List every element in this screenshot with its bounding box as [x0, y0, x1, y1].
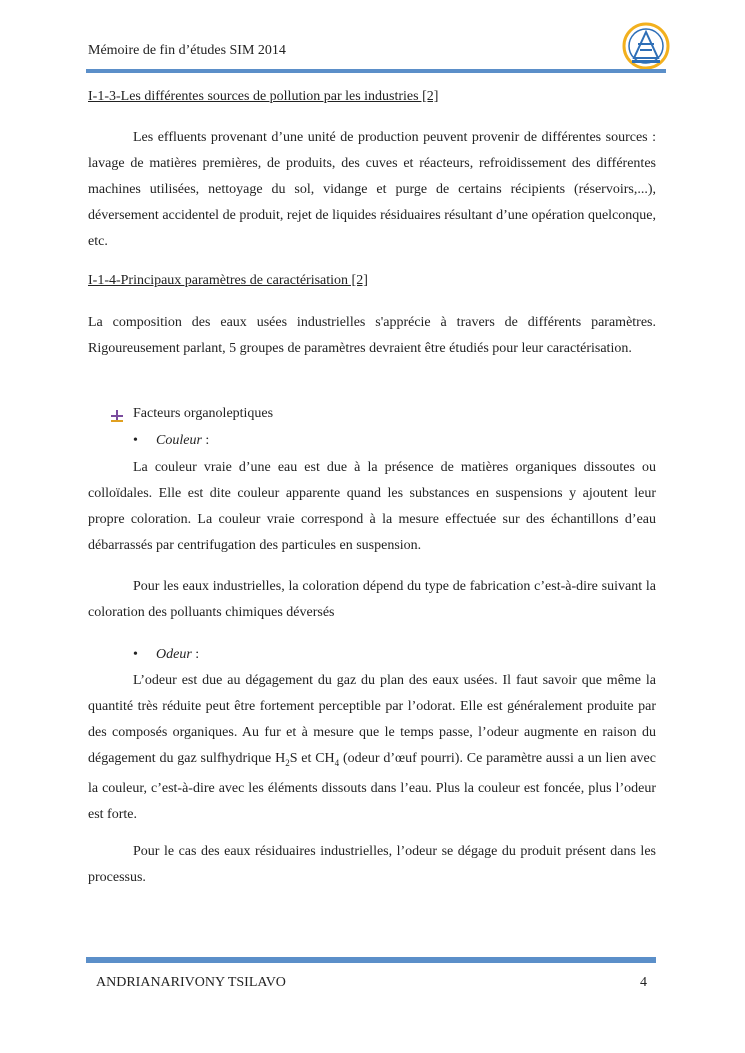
page-number: 4 — [640, 975, 647, 990]
odeur-text-c: (odeur d’œuf pourri). Ce paramètre aussi a un lien avec la couleur, c’est-à-dire avec les éléments dissouts dans l’eau. Plus la couleur est foncée, plus l’odeur est forte. — [88, 751, 656, 822]
odeur-text-b: S et CH — [289, 751, 335, 766]
school-logo-icon — [620, 22, 672, 72]
paragraph-couleur-1: La couleur vraie d’une eau est due à la présence de matières organiques dissoutes ou colloïdales. Elle est dite couleur apparente quand les substances en suspensions y ajoutent leur propre coloration. La couleur vraie correspond à la mesure effectuée sur des échantillons d’eau débarrassés par centrifugation des particules en suspension. — [88, 460, 656, 553]
paragraph-odeur-1 — [88, 668, 656, 828]
header-rule — [86, 69, 666, 73]
group-label: Facteurs organoleptiques — [133, 406, 274, 421]
subscript-4: 4 — [334, 757, 340, 768]
odeur-text-a: L’odeur est due au dégagement du gaz du plan des eaux usées. Il faut savoir que même la quantité très réduite peut être fortement perceptible par l’odorat. Elle est généralement produite par des composés organiques. Au fur et à mesure que le temps passe, l’odeur augmente en raison du dégagement du gaz sulfhydrique H — [88, 673, 656, 766]
couleur-label: Couleur — [156, 433, 202, 448]
footer-author: ANDRIANARIVONY TSILAVO — [96, 975, 286, 990]
odeur-label-line: Odeur : — [156, 647, 200, 662]
paragraph-parameters: La composition des eaux usées industrielles s'apprécie à travers de différents paramètres. Rigoureusement parlant, 5 groupes de paramètres devraient être étudiés pour leur caractérisation. — [88, 315, 656, 356]
couleur-label-line: Couleur : — [156, 433, 210, 448]
footer-rule — [86, 957, 656, 963]
paragraph-sources: Les effluents provenant d’une unité de production peuvent provenir de différentes sources : lavage de matières premières, de produits, des cuves et réacteurs, refroidissement des différentes machines utilisées, nettoyage du sol, vidange et purge de certains récipients (réservoirs,...), déversement accidentel de produit, rejet de liquides résiduaires résultant d’une opération quelconque, etc. — [88, 130, 656, 249]
header-title: Mémoire de fin d’études SIM 2014 — [88, 43, 286, 58]
odeur-label: Odeur — [156, 647, 192, 662]
paragraph-couleur-2: Pour les eaux industrielles, la coloration dépend du type de fabrication c’est-à-dire suivant la coloration des polluants chimiques déversés — [88, 579, 656, 620]
section-heading-parameters: I-1-4-Principaux paramètres de caractérisation [2] — [88, 273, 368, 288]
paragraph-odeur-2: Pour le cas des eaux résiduaires industrielles, l’odeur se dégage du produit présent dans les processus. — [88, 844, 656, 885]
section-heading-sources: I-1-3-Les différentes sources de pollution par les industries [2] — [88, 89, 439, 104]
bullet-dot: • — [133, 433, 138, 448]
bullet-dot: • — [133, 647, 138, 662]
subscript-2: 2 — [285, 757, 290, 768]
plus-bullet-icon — [110, 409, 124, 423]
